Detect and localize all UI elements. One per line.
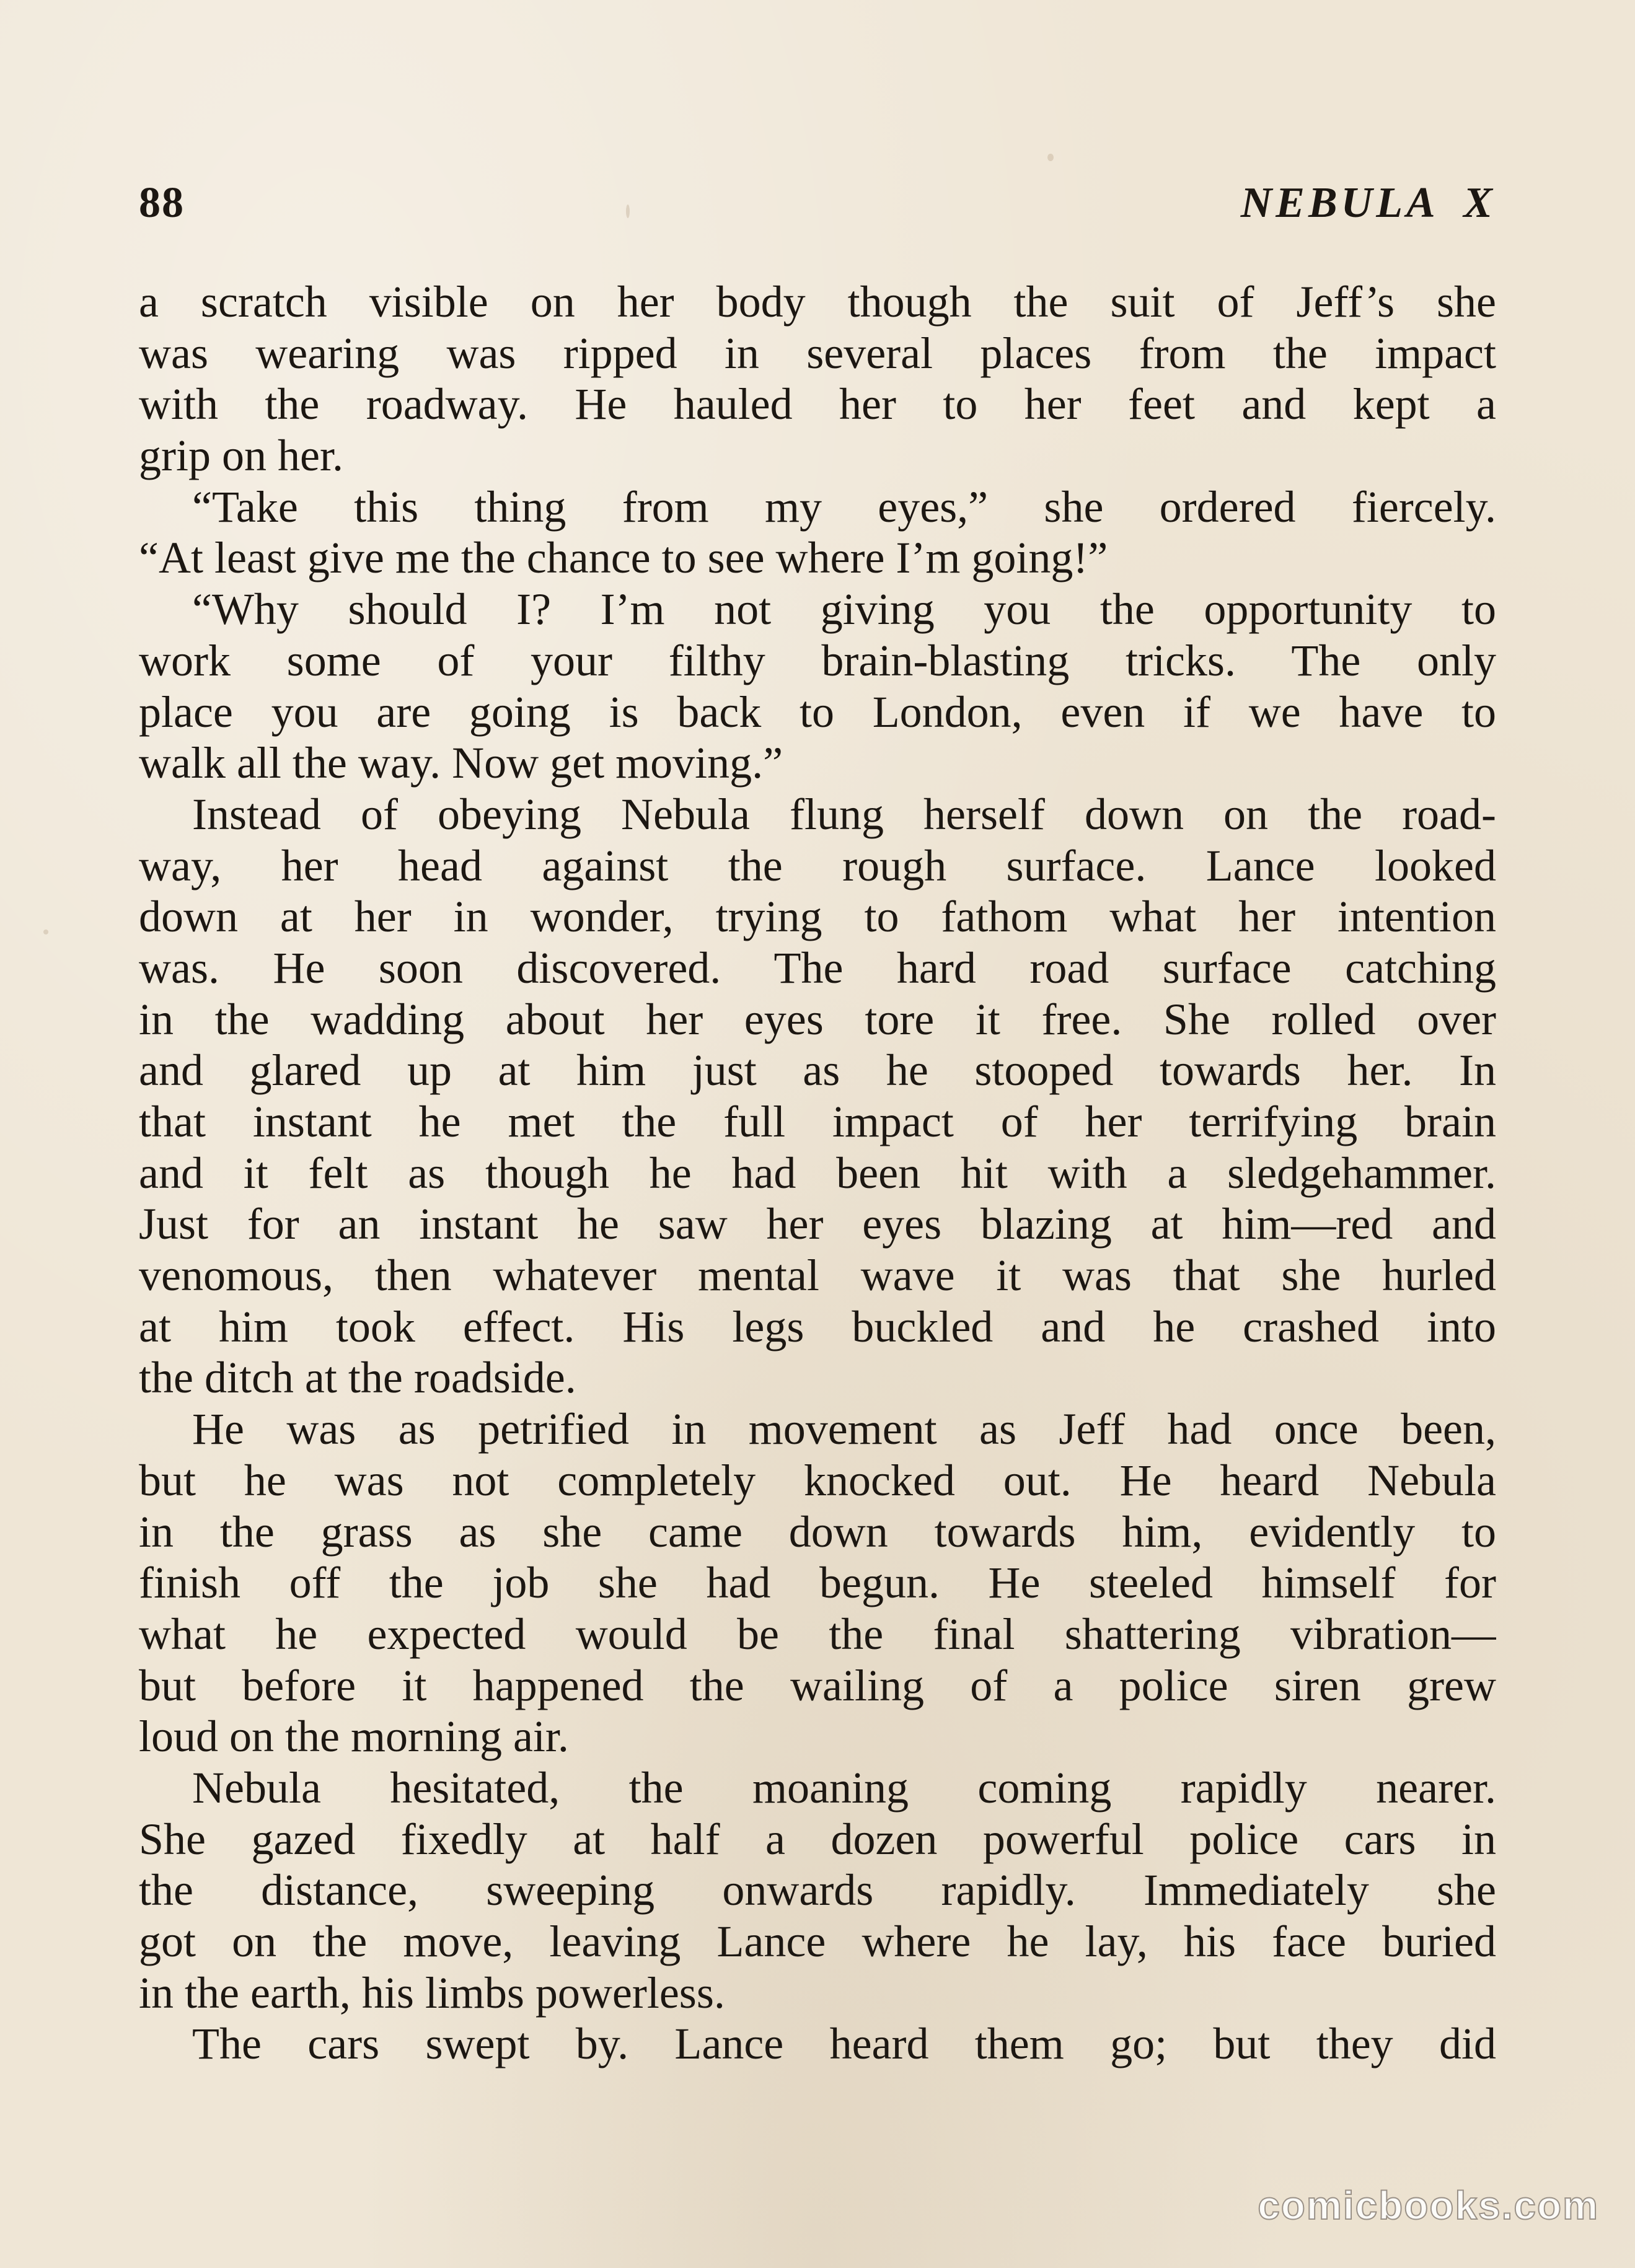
text-line: with the roadway. He hauled her to her feet and kept a bbox=[139, 379, 1496, 429]
text-line: down at her in wonder, trying to fathom what her intention bbox=[139, 892, 1496, 942]
paper-speck bbox=[1047, 154, 1054, 161]
text-line: work some of your filthy brain-blasting tricks. The only bbox=[139, 635, 1496, 685]
text-line: He was as petrified in movement as Jeff had once been, bbox=[192, 1404, 1496, 1454]
text-line: “Why should I? I’m not giving you the opportunity to bbox=[192, 584, 1496, 635]
page-header bbox=[139, 178, 1496, 228]
text-line: way, her head against the rough surface. Lance looked bbox=[139, 840, 1496, 890]
running-title: NEBULA X bbox=[1240, 179, 1496, 227]
text-line: Nebula hesitated, the moaning coming rapidly nearer. bbox=[192, 1762, 1496, 1813]
text-line: in the earth, his limbs powerless. bbox=[139, 1967, 725, 2018]
text-line: a scratch visible on her body though the suit of Jeff’s she bbox=[139, 277, 1496, 327]
page-number: 88 bbox=[139, 179, 185, 227]
text-line: in the grass as she came down towards him, evidently to bbox=[139, 1506, 1496, 1557]
text-line: venomous, then whatever mental wave it was that she hurled bbox=[139, 1250, 1496, 1301]
text-line: that instant he met the full impact of her terrifying brain bbox=[139, 1097, 1496, 1146]
text-line: loud on the morning air. bbox=[139, 1712, 569, 1762]
text-line: was wearing was ripped in several places from the impact bbox=[139, 328, 1496, 378]
text-line: finish off the job she had begun. He steeled himself for bbox=[139, 1558, 1496, 1608]
text-line: The cars swept by. Lance heard them go; but they did bbox=[192, 2019, 1496, 2069]
text-line: walk all the way. Now get moving.” bbox=[139, 738, 783, 788]
body-text bbox=[139, 276, 1496, 2070]
text-line: but he was not completely knocked out. He heard Nebula bbox=[139, 1455, 1496, 1505]
text-line: “Take this thing from my eyes,” she ordered fiercely. bbox=[192, 481, 1496, 532]
text-line: and it felt as though he had been hit with a sledgehammer. bbox=[139, 1148, 1496, 1198]
text-line: in the wadding about her eyes tore it free. She rolled over bbox=[139, 994, 1496, 1044]
text-line: was. He soon discovered. The hard road surface catching bbox=[139, 943, 1496, 993]
text-line: grip on her. bbox=[139, 431, 343, 481]
text-line: what he expected would be the final shattering vibration— bbox=[139, 1609, 1496, 1659]
text-line: the distance, sweeping onwards rapidly. Immediately she bbox=[139, 1865, 1496, 1915]
text-line: the ditch at the roadside. bbox=[139, 1353, 576, 1403]
text-line: place you are going is back to London, even if we have to bbox=[139, 687, 1496, 737]
text-line: got on the move, leaving Lance where he lay, his face buried bbox=[139, 1917, 1496, 1966]
text-line: but before it happened the wailing of a police siren grew bbox=[139, 1660, 1496, 1710]
text-line: Just for an instant he saw her eyes blazing at him—red and bbox=[139, 1199, 1496, 1249]
paper-speck bbox=[43, 930, 48, 934]
text-line: at him took effect. His legs buckled and he crashed into bbox=[139, 1301, 1496, 1352]
text-line: Instead of obeying Nebula flung herself down on the road- bbox=[192, 789, 1496, 839]
text-line: “At least give me the chance to see where I’m going!” bbox=[139, 533, 1108, 583]
text-line: She gazed fixedly at half a dozen powerful police cars in bbox=[139, 1814, 1496, 1864]
watermark: comicbooks.com bbox=[1258, 2183, 1599, 2228]
text-line: and glared up at him just as he stooped towards her. In bbox=[139, 1045, 1496, 1096]
